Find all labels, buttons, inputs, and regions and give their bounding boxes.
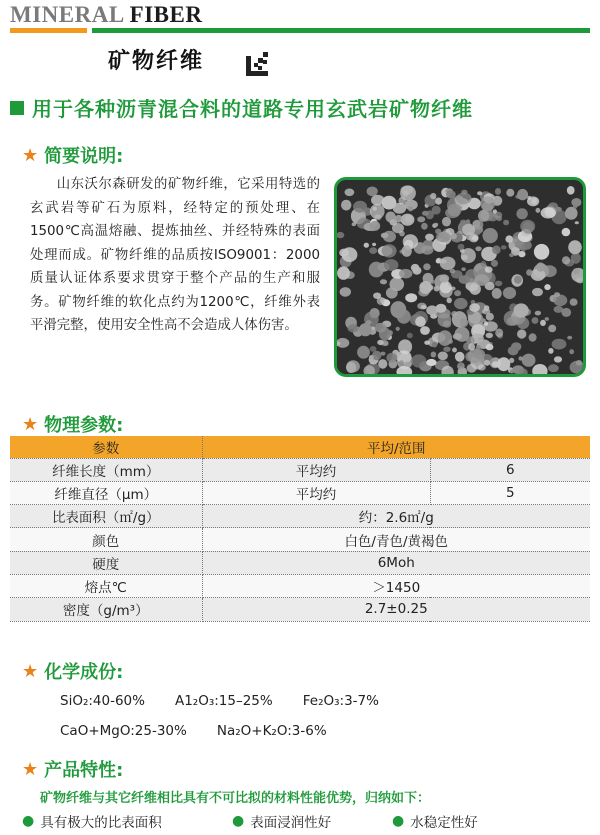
subtitle-text: 用于各种沥青混合料的道路专用玄武岩矿物纤维 bbox=[32, 97, 473, 121]
page-title: 矿物纤维 bbox=[108, 49, 205, 74]
features-heading-text: 产品特性: bbox=[44, 760, 124, 781]
brand-word-mineral: MINERAL bbox=[10, 2, 124, 27]
param-value: 6Moh bbox=[202, 551, 590, 574]
section-intro-heading bbox=[22, 142, 123, 168]
chem-item: Fe₂O₃:3-7% bbox=[302, 693, 379, 709]
intro-heading-text: 简要说明: bbox=[44, 146, 124, 167]
param-value: 6 bbox=[430, 458, 590, 481]
param-label: 平均约 bbox=[202, 458, 430, 481]
param-value: ＞1450 bbox=[202, 574, 590, 597]
brand-wordmark bbox=[10, 2, 202, 28]
param-value: 2.7±0.25 bbox=[202, 598, 590, 621]
bullet-dot-icon: ● bbox=[22, 813, 35, 829]
feature-text: 水稳定性好 bbox=[410, 815, 478, 831]
bullet-dot-icon: ● bbox=[392, 813, 405, 829]
table-header-param: 参数 bbox=[10, 436, 202, 458]
table-row bbox=[10, 528, 590, 551]
star-icon: ★ bbox=[22, 758, 39, 780]
physical-params-table bbox=[10, 436, 590, 622]
chem-item: SiO₂:40-60% bbox=[60, 693, 145, 709]
star-icon: ★ bbox=[22, 413, 39, 435]
section-chemical-heading bbox=[22, 658, 123, 684]
section-features-heading bbox=[22, 756, 123, 782]
feature-text: 表面浸润性好 bbox=[250, 815, 332, 831]
chemical-heading-text: 化学成份: bbox=[44, 662, 124, 683]
star-icon: ★ bbox=[22, 660, 39, 682]
pixel-corner-icon bbox=[246, 52, 270, 76]
param-name: 密度（g/m³） bbox=[10, 598, 202, 621]
chem-item: A1₂O₃:15–25% bbox=[174, 693, 273, 709]
table-row bbox=[10, 481, 590, 504]
param-name: 硬度 bbox=[10, 551, 202, 574]
param-label: 平均约 bbox=[202, 481, 430, 504]
intro-description bbox=[30, 173, 320, 338]
feature-text: 具有极大的比表面积 bbox=[40, 815, 162, 831]
param-name: 熔点℃ bbox=[10, 574, 202, 597]
header-accent-bar-green bbox=[92, 28, 590, 33]
param-name: 纤维直径（μm） bbox=[10, 481, 202, 504]
table-row bbox=[10, 574, 590, 597]
product-subtitle bbox=[10, 93, 473, 122]
table-row bbox=[10, 551, 590, 574]
section-physical-heading bbox=[22, 411, 123, 437]
chemical-line-1 bbox=[60, 693, 409, 709]
chemical-line-2 bbox=[60, 723, 357, 739]
header-accent-bar-orange bbox=[10, 28, 87, 33]
table-header-value: 平均/范围 bbox=[202, 436, 590, 458]
mineral-fiber-photo bbox=[334, 177, 586, 377]
physical-heading-text: 物理参数: bbox=[44, 415, 124, 436]
feature-item bbox=[392, 811, 478, 831]
bullet-dot-icon: ● bbox=[232, 813, 245, 829]
table-row bbox=[10, 458, 590, 481]
intro-body: 山东沃尔森研发的矿物纤维，它采用特选的玄武岩等矿石为原料，经特定的预处理、在1500℃高温熔融、提炼抽丝、并经特殊的表面处理而成。矿物纤维的品质按ISO9001：2000质量认证体系要求贯穿于整个产品的生产和服务。矿物纤维的软化点约为1200℃，纤维外表平滑完整，使用安全性高不会造成人体伤害。 bbox=[30, 177, 320, 333]
param-value: 5 bbox=[430, 481, 590, 504]
brand-word-fiber: FIBER bbox=[129, 2, 203, 27]
table-row bbox=[10, 505, 590, 528]
param-name: 颜色 bbox=[10, 528, 202, 551]
feature-item bbox=[22, 811, 232, 831]
table-row bbox=[10, 598, 590, 621]
param-name: 比表面积（㎡/g） bbox=[10, 505, 202, 528]
features-lead: 矿物纤维与其它纤维相比具有不可比拟的材料性能优势，归纳如下： bbox=[40, 791, 431, 806]
feature-item bbox=[232, 811, 392, 831]
param-value: 约：2.6㎡/g bbox=[202, 505, 590, 528]
param-name: 纤维长度（mm） bbox=[10, 458, 202, 481]
star-icon: ★ bbox=[22, 144, 39, 166]
chem-item: Na₂O+K₂O:3-6% bbox=[216, 723, 327, 739]
bullet-square-icon bbox=[10, 101, 24, 115]
chem-item: CaO+MgO:25-30% bbox=[60, 723, 187, 739]
features-list bbox=[22, 811, 478, 831]
param-value: 白色/青色/黄褐色 bbox=[202, 528, 590, 551]
